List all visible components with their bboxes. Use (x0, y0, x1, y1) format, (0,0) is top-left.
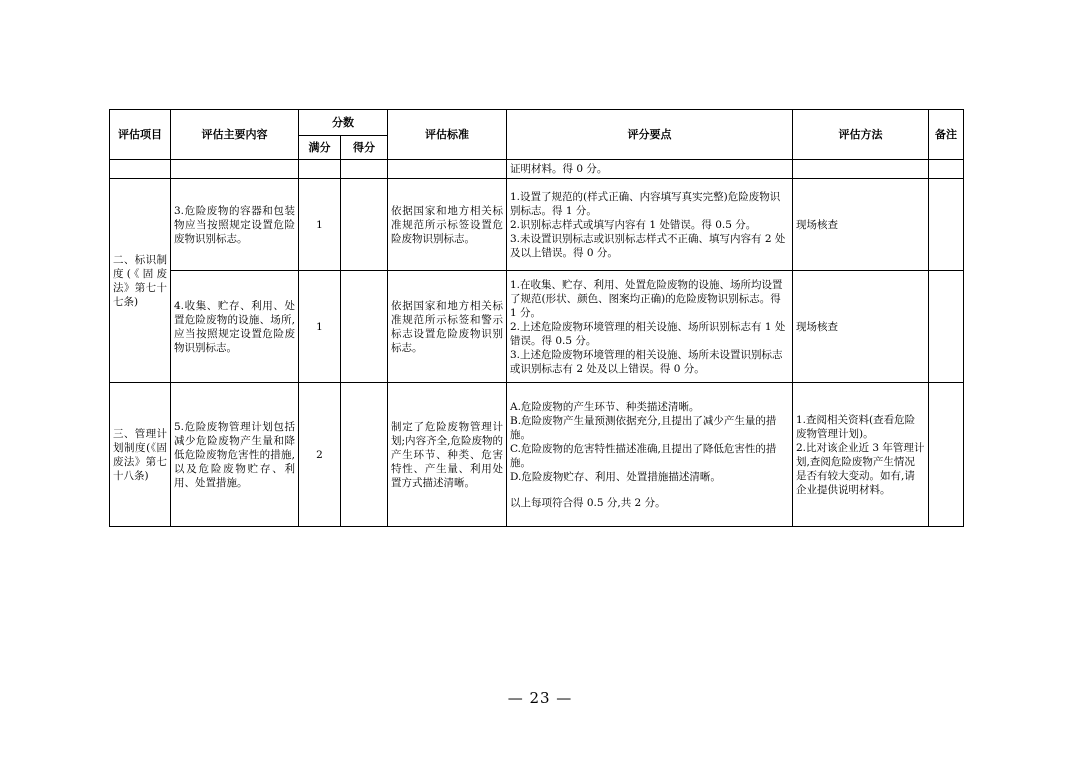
row3-point-3: 3.未设置识别标志或识别标志样式不正确、填写内容有 2 处及以上错误。得 0 分。 (510, 232, 786, 259)
row4-standard: 依据国家和地方相关标准规范所示标签和警示标志设置危险废物识别标志。 (388, 271, 507, 383)
section-two-item: 二、标识制度(《固废法》第七十七条) (110, 179, 171, 383)
row5-remark (929, 383, 964, 527)
row4-method: 现场核查 (793, 271, 929, 383)
row3-remark (929, 179, 964, 271)
row3-points (507, 179, 793, 271)
header-row (110, 110, 964, 136)
row5-method: 1.查阅相关资料(查看危险废物管理计划)。 2.比对该企业近 3 年管理计划,查阅危险废物产生情况是否有较大变动。如有,请企业提供说明材料。 (793, 383, 929, 527)
row4-point-1: 1.在收集、贮存、利用、处置危险废物的设施、场所均设置了规范(形状、颜色、图案均正确)的危险废物识别标志。得 1 分。 (510, 278, 783, 319)
row5-content: 5.危险废物管理计划包括减少危险废物产生量和降低危险废物危害性的措施,以及危险废物贮存、利用、处置措施。 (171, 383, 299, 527)
row4-got-score (341, 271, 388, 383)
row5-point-d: D.危险废物贮存、利用、处置措施描述清晰。 (510, 470, 721, 483)
row5-point-a: A.危险废物的产生环节、种类描述清晰。 (510, 400, 700, 413)
table-row (110, 179, 964, 271)
row4-full-score: 1 (299, 271, 341, 383)
header-remark: 备注 (929, 110, 964, 160)
header-points: 评分要点 (507, 110, 793, 160)
header-method: 评估方法 (793, 110, 929, 160)
header-full-score: 满分 (299, 136, 341, 160)
row5-got-score (341, 383, 388, 527)
page-number: — 23 — (507, 689, 573, 707)
continuation-points: 证明材料。得 0 分。 (507, 160, 793, 179)
row4-remark (929, 271, 964, 383)
row3-got-score (341, 179, 388, 271)
table-row (110, 383, 964, 527)
continuation-row (110, 160, 964, 179)
row3-full-score: 1 (299, 179, 341, 271)
row4-point-3: 3.上述危险废物环境管理的相关设施、场所未设置识别标志或识别标志有 2 处及以上错误。得 0 分。 (510, 348, 783, 375)
row5-points-summary: 以上每项符合得 0.5 分,共 2 分。 (510, 496, 666, 509)
header-content: 评估主要内容 (171, 110, 299, 160)
evaluation-table (109, 109, 964, 527)
row4-point-2: 2.上述危险废物环境管理的相关设施、场所识别标志有 1 处错误。得 0.5 分。 (510, 320, 786, 347)
row4-content: 4.收集、贮存、利用、处置危险废物的设施、场所,应当按照规定设置危险废物识别标志。 (171, 271, 299, 383)
row5-points (507, 383, 793, 527)
row4-points (507, 271, 793, 383)
row3-content: 3.危险废物的容器和包装物应当按照规定设置危险废物识别标志。 (171, 179, 299, 271)
header-standard: 评估标准 (388, 110, 507, 160)
table-row (110, 271, 964, 383)
header-item: 评估项目 (110, 110, 171, 160)
header-got-score: 得分 (341, 136, 388, 160)
row5-standard: 制定了危险废物管理计划;内容齐全,危险废物的产生环节、种类、危害特性、产生量、利用处置方式描述清晰。 (388, 383, 507, 527)
section-three-item: 三、管理计划制度(《固废法》第七十八条) (110, 383, 171, 527)
row5-point-c: C.危险废物的危害特性描述准确,且提出了降低危害性的措施。 (510, 442, 777, 469)
row3-point-2: 2.识别标志样式或填写内容有 1 处错误。得 0.5 分。 (510, 218, 757, 231)
header-score: 分数 (299, 110, 388, 136)
row3-standard: 依据国家和地方相关标准规范所示标签设置危险废物识别标志。 (388, 179, 507, 271)
row5-full-score: 2 (299, 383, 341, 527)
row5-point-b: B.危险废物产生量预测依据充分,且提出了减少产生量的措施。 (510, 414, 777, 441)
row3-method: 现场核查 (793, 179, 929, 271)
row3-point-1: 1.设置了规范的(样式正确、内容填写真实完整)危险废物识别标志。得 1 分。 (510, 190, 781, 217)
